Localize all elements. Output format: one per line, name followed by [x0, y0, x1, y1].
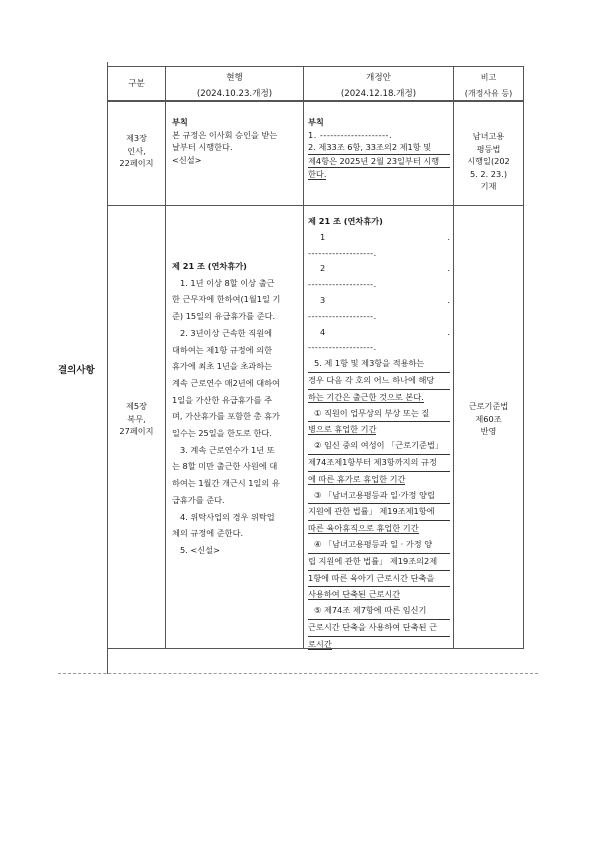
- header-revised: 개정안 (2024.12.18.개정): [340, 73, 417, 99]
- header-category: 구분: [128, 79, 145, 89]
- row1-revised: 부칙 1. --------------------. 2. 제33조 6항, 33조의2 제1항 및 제4항은 2025년 2월 23일부터 시행 한다.: [308, 116, 450, 181]
- revised-item-1: 1 . -------------------.: [308, 231, 450, 258]
- row1-bottom: [108, 205, 524, 206]
- revised-item-3: 3 . -------------------.: [308, 294, 450, 321]
- footer-dashed-line: [58, 673, 538, 674]
- row2-revised: 제 21 조 (연차휴가) 1 . -------------------. 2 . -------------------. 3 . -------------------. 4 . -------------------. 5. 제 1항 및 제3항을 적용하는 경우 다음 각 호의 어느 하나에 해당 하는 기간은 출근한 것으로 본다. ① 직원이 업무상의 부상 또는 질 병으로 휴업한 기간 ② 임신 중의 여성이 「근로기준법」 제74조제1항부터 제3항까지의 규정 에 따른 휴가로 휴업한 기간 ③ 「남녀고용평등과 일·가정 양립 지원에 관한 법률」 제19조제1항에 따른 육아휴직으로 휴업한 기간 ④ 「남녀고용평등과 일 · 가정 양 립 지원에 관한 법률」 제19조의2제 1항에 따른 육아기 근로시간 단축을 사용하여 단축된 근로시간 ⑤ 제74조 제7항에 따른 임신기 근로시간 단축을 사용하여 단축된 근 로시간: [308, 214, 450, 653]
- row2-current: 제 21 조 (연차휴가) 1. 1년 이상 8할 이상 출근 한 근무자에 한하여(1월1일 기 준) 15일의 유급휴가를 준다. 2. 3년이상 근속한 직원에 대하여는 제1항 규정에 의한 휴가에 최초 1년을 초과하는 계속 근로연수 매2년에 대하여 1일을 가산한 유급휴가를 주 며, 가산휴가를 포함한 총 휴가 일수는 25일을 한도로 한다. 3. 계속 근로연수가 1년 또 는 8할 미만 출근한 사원에 대 하여는 1월간 개근시 1일의 유 급휴가를 준다. 4. 위탁사업의 경우 위탁업 체의 규정에 준한다. 5. <신설>: [172, 261, 281, 555]
- revised-item-4: 4 . -------------------.: [308, 326, 450, 353]
- right-border: [523, 66, 524, 648]
- row2-category: 제5장 복무, 27페이지: [119, 401, 154, 436]
- col2-border: [303, 66, 304, 648]
- header-bottom: [108, 100, 524, 102]
- revised-new-clause: 5. 제 1항 및 제3항을 적용하는 경우 다음 각 호의 어느 하나에 해당 하는 기간은 출근한 것으로 본다. ① 직원이 업무상의 부상 또는 질 병으로 휴업한 기간 ② 임신 중의 여성이 「근로기준법」 제74조제1항부터 제3항까지의 규정 에 따른 휴가로 휴업한 기간 ③ 「남녀고용평등과 일·가정 양립 지원에 관한 법률」 제19조제1항에 따른 육아휴직으로 휴업한 기간 ④ 「남녀고용평등과 일 · 가정 양 립 지원에 관한 법률」 제19조의2제 1항에 따른 육아기 근로시간 단축을 사용하여 단축된 근로시간 ⑤ 제74조 제7항에 따른 임신기 근로시간 단축을 사용하여 단축된 근 로시간: [308, 356, 450, 652]
- revised-item-2: 2 . -------------------.: [308, 263, 450, 290]
- header-current: 현행 (2024.10.23.개정): [196, 73, 273, 99]
- col1-border: [165, 66, 166, 648]
- row1-category: 제3장 인사, 22페이지: [119, 133, 154, 168]
- row1-current: 부칙 본 규정은 이사회 승인을 받는 날부터 시행한다. <신설>: [172, 117, 278, 165]
- section-label: 결의사항: [58, 365, 95, 376]
- table-top: [108, 66, 524, 67]
- row1-note: 남녀고용 평등법 시행일(202 5. 2. 23.) 기재: [467, 131, 510, 191]
- row2-note: 근로기준법 제60조 반영: [468, 401, 509, 436]
- header-note: 비고 (개정사유 등): [464, 73, 513, 98]
